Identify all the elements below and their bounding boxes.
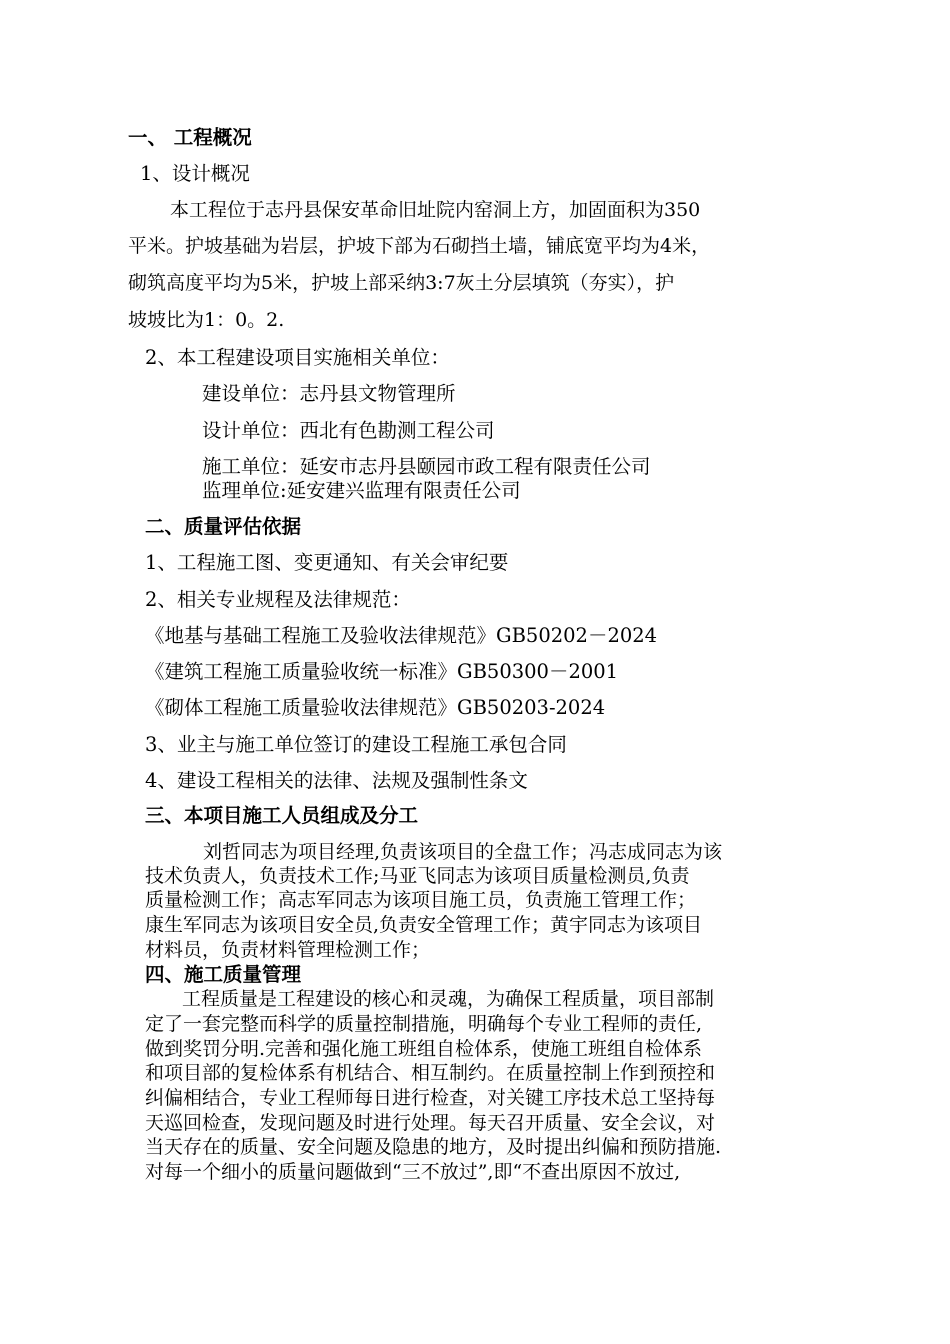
paragraph-line: 坡坡比为1：0。2. (128, 309, 285, 331)
list-item: 《建筑工程施工质量验收统一标准》GB50300－2001 (145, 660, 619, 683)
paragraph-line: 工程质量是工程建设的核心和灵魂，为确保工程质量，项目部制 (182, 988, 715, 1010)
paragraph-line: 纠偏相结合，专业工程师每日进行检查，对关键工序技术总工坚持每 (145, 1087, 716, 1109)
paragraph-line: 刘哲同志为项目经理,负责该项目的全盘工作；冯志成同志为该 (203, 841, 723, 863)
paragraph-line: 平米。护坡基础为岩层，护坡下部为石砌挡土墙，铺底宽平均为4米， (128, 235, 711, 257)
paragraph-line: 做到奖罚分明.完善和强化施工班组自检体系，使施工班组自检体系 (145, 1038, 703, 1060)
list-item: 《地基与基础工程施工及验收法律规范》GB50202－2024 (145, 624, 658, 647)
section-heading: 一、 工程概况 (128, 126, 252, 149)
list-item: 1、工程施工图、变更通知、有关会审纪要 (145, 551, 509, 574)
subheading: 1、设计概况 (140, 162, 250, 185)
list-item: 2、相关专业规程及法律规范： (145, 588, 411, 611)
unit-line: 施工单位：延安市志丹县颐园市政工程有限责任公司 (202, 455, 651, 478)
unit-line: 设计单位：西北有色勘测工程公司 (202, 419, 495, 442)
paragraph-line: 当天存在的质量、安全问题及隐患的地方，及时提出纠偏和预防措施. (145, 1136, 722, 1158)
paragraph-line: 对每一个细小的质量问题做到“三不放过”,即“不查出原因不放过, (145, 1161, 681, 1183)
paragraph-line: 技术负责人，负责技术工作;马亚飞同志为该项目质量检测员,负责 (145, 865, 690, 887)
section-heading: 四、施工质量管理 (145, 963, 302, 986)
paragraph-line: 天巡回检查，发现问题及时进行处理。每天召开质量、安全会议，对 (145, 1112, 716, 1134)
paragraph-line: 砌筑高度平均为5米，护坡上部采纳3:7灰土分层填筑（夯实），护 (128, 272, 675, 294)
unit-line: 监理单位:延安建兴监理有限责任公司 (202, 479, 521, 502)
paragraph-line: 康生军同志为该项目安全员,负责安全管理工作；黄宇同志为该项目 (145, 914, 703, 936)
unit-line: 建设单位：志丹县文物管理所 (202, 382, 456, 405)
list-item: 4、建设工程相关的法律、法规及强制性条文 (145, 769, 528, 792)
paragraph-line: 材料员，负责材料管理检测工作； (145, 939, 431, 961)
section-heading: 二、质量评估依据 (145, 515, 302, 538)
paragraph-line: 本工程位于志丹县保安革命旧址院内窑洞上方，加固面积为350 (170, 199, 701, 221)
list-item: 3、业主与施工单位签订的建设工程施工承包合同 (145, 733, 567, 756)
list-item: 《砌体工程施工质量验收法律规范》GB50203-2024 (145, 696, 606, 719)
paragraph-line: 定了一套完整而科学的质量控制措施，明确每个专业工程师的责任, (145, 1013, 703, 1035)
subheading: 2、本工程建设项目实施相关单位： (145, 346, 450, 369)
paragraph-line: 和项目部的复检体系有机结合、相互制约。在质量控制上作到预控和 (145, 1062, 716, 1084)
section-heading: 三、本项目施工人员组成及分工 (145, 804, 419, 827)
paragraph-line: 质量检测工作；高志军同志为该项目施工员，负责施工管理工作； (145, 889, 697, 911)
